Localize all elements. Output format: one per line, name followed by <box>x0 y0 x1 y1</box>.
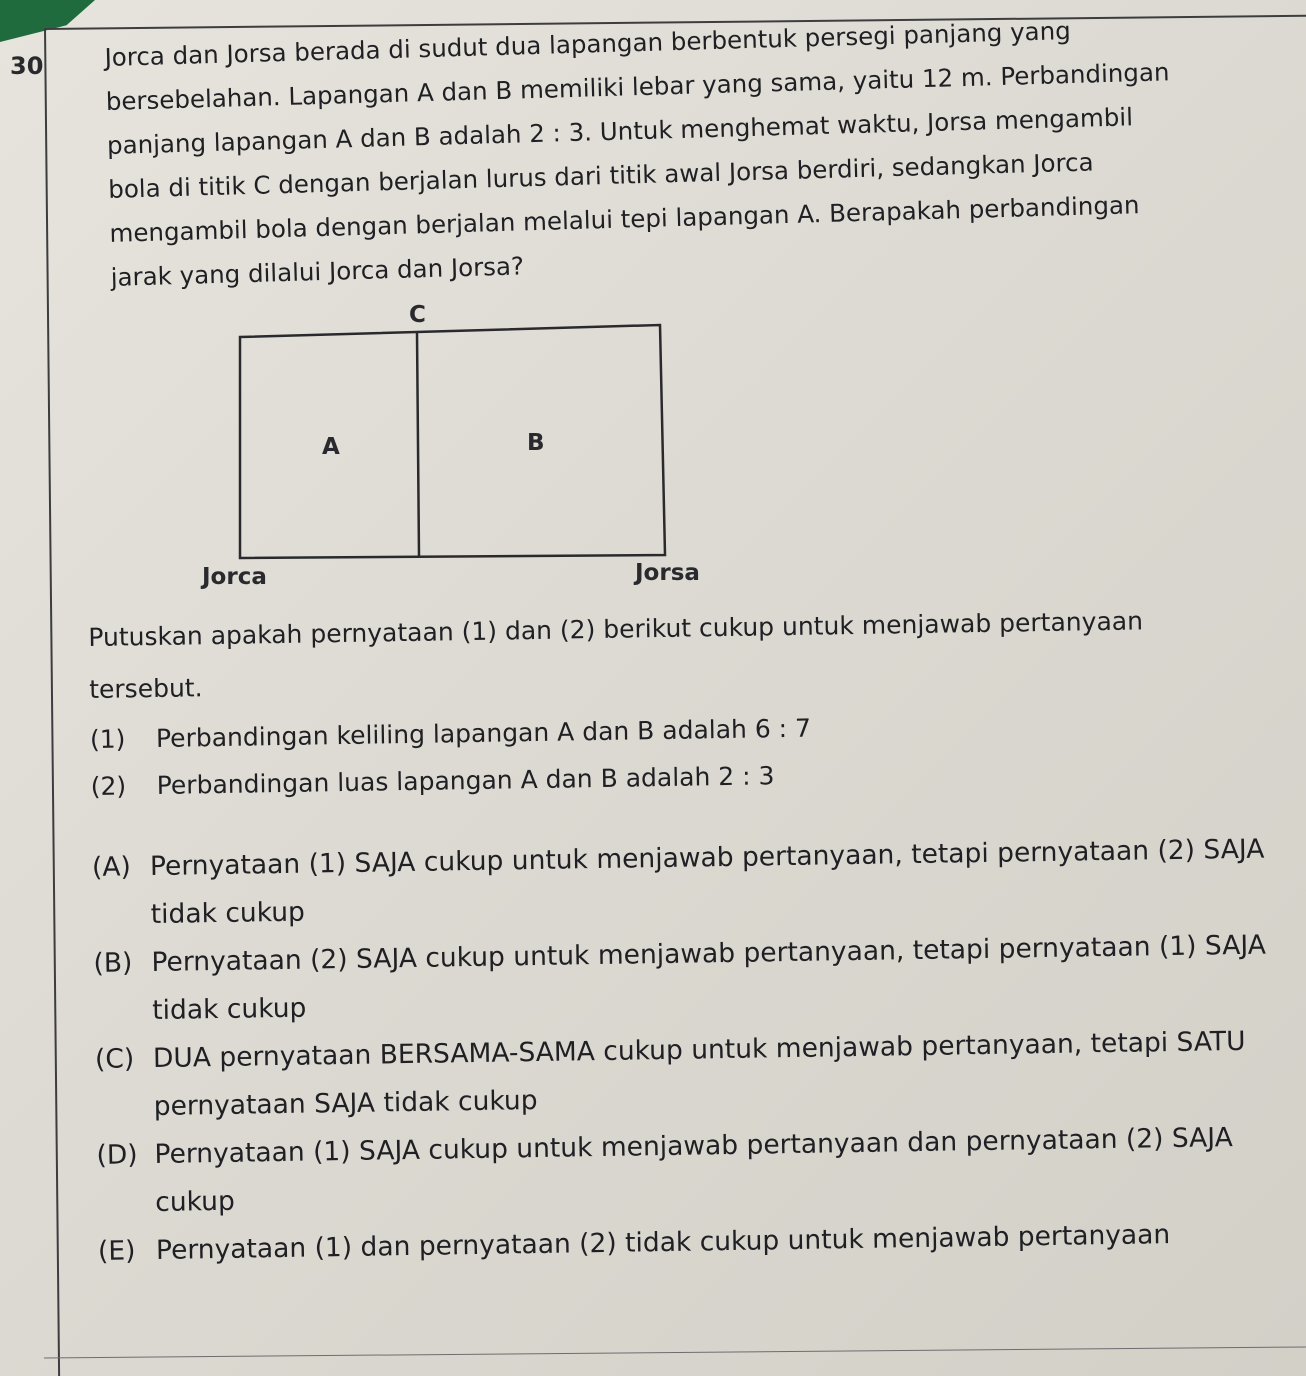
option-text: Pernyataan (2) SAJA cukup untuk menjawab pertanyaan, tetapi pernyataan (1) SAJA tidak cukup <box>151 929 1267 1027</box>
option-a[interactable] <box>92 825 1273 940</box>
option-text: Pernyataan (1) dan pernyataan (2) tidak cukup untuk menjawab pertanyaan <box>155 1219 1171 1267</box>
question-line: bola di titik C dengan berjalan lurus dari titik awal Jorsa berdiri, sedangkan Jorca <box>107 147 1094 204</box>
answer-options <box>92 825 1279 1275</box>
option-text: DUA pernyataan BERSAMA-SAMA cukup untuk menjawab pertanyaan, tetapi SATU pernyataan SAJA tidak cukup <box>152 1025 1246 1123</box>
statement-list <box>90 697 1271 810</box>
label-jorsa: Jorsa <box>635 560 700 586</box>
question-text <box>104 5 1221 300</box>
instruction-line: Putuskan apakah pernyataan (1) dan (2) berikut cukup untuk menjawab pertanyaan <box>88 606 1144 652</box>
option-letter: (D) <box>96 1139 138 1171</box>
option-letter: (B) <box>93 947 133 979</box>
field-rectangles <box>195 300 715 600</box>
option-d[interactable] <box>96 1113 1277 1228</box>
label-field-b: B <box>527 430 545 456</box>
option-letter: (E) <box>97 1235 136 1267</box>
field-divider <box>417 333 419 556</box>
statement-number: (2) <box>90 771 127 801</box>
question-line: bersebelahan. Lapangan A dan B memiliki lebar yang sama, yaitu 12 m. Perbandingan <box>105 57 1170 116</box>
question-line: mengambil bola dengan berjalan melalui tepi lapangan A. Berapakah perbandingan <box>109 190 1140 248</box>
question-line: Jorca dan Jorsa berada di sudut dua lapangan berbentuk persegi panjang yang <box>104 16 1072 72</box>
option-c[interactable] <box>95 1017 1276 1132</box>
question-line: panjang lapangan A dan B adalah 2 : 3. Untuk menghemat waktu, Jorsa mengambil <box>106 102 1134 160</box>
option-letter: (C) <box>94 1043 135 1075</box>
option-text: Pernyataan (1) SAJA cukup untuk menjawab pertanyaan, tetapi pernyataan (2) SAJA tidak cukup <box>149 833 1265 931</box>
statements-section <box>88 593 1279 1291</box>
option-b[interactable] <box>93 921 1274 1036</box>
label-jorca: Jorca <box>202 564 267 590</box>
instruction-line: tersebut. <box>88 673 203 704</box>
label-field-a: A <box>322 434 340 460</box>
question-line: jarak yang dilalui Jorca dan Jorsa? <box>110 251 525 292</box>
option-text: Pernyataan (1) SAJA cukup untuk menjawab pertanyaan dan pernyataan (2) SAJA cukup <box>154 1122 1234 1219</box>
field-diagram <box>195 300 715 600</box>
statement-number: (1) <box>89 724 126 754</box>
statement-text: Perbandingan luas lapangan A dan B adalah 2 : 3 <box>156 761 775 800</box>
question-number: 30 <box>10 52 44 80</box>
statement-text: Perbandingan keliling lapangan A dan B adalah 6 : 7 <box>155 713 812 753</box>
field-outline <box>240 325 665 558</box>
label-point-c: C <box>409 302 426 328</box>
option-letter: (A) <box>91 851 132 883</box>
